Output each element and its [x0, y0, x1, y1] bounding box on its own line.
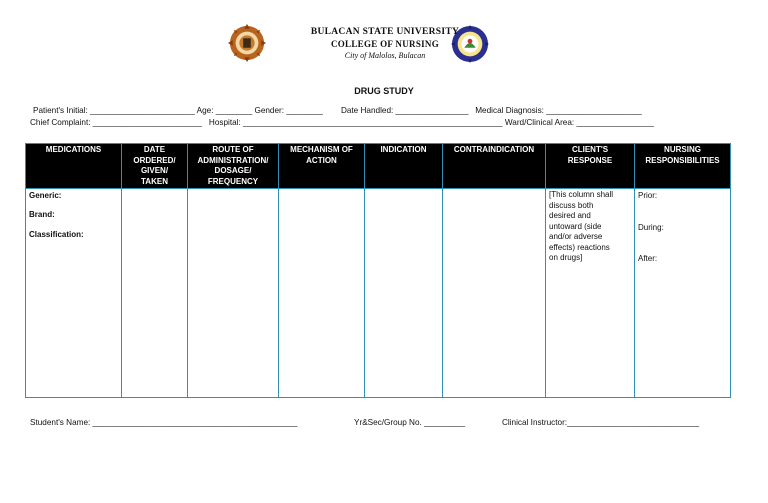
- header-route: ROUTE OF ADMINISTRATION/ DOSAGE/ FREQUENCY: [188, 144, 279, 189]
- yrsec-field: Yr&Sec/Group No. _________: [354, 418, 466, 427]
- client-response-cell: [546, 189, 635, 398]
- client-response-note: [This column shall discuss both desired and untoward (side and/or adverse effects) reactions on drugs]: [549, 190, 614, 262]
- nursing-cell: [635, 189, 731, 398]
- header-contraindication: CONTRAINDICATION: [443, 144, 546, 189]
- date-cell[interactable]: [122, 189, 188, 398]
- generic-label: Generic:: [29, 191, 62, 200]
- after-label: After:: [638, 254, 658, 263]
- header-medications: MEDICATIONS: [26, 144, 122, 189]
- complaint-info-row: Chief Complaint: ________________________ Hospital: _________________________________________________________ Ward/Clinical Area: _________________: [30, 118, 654, 127]
- city-name: City of Malolos, Bulacan: [344, 51, 426, 60]
- brand-label: Brand:: [29, 210, 55, 219]
- during-label: During:: [638, 222, 664, 232]
- mechanism-cell[interactable]: [279, 189, 365, 398]
- header-client-response: CLIENT'S RESPONSE: [546, 144, 635, 189]
- contraindication-cell[interactable]: [443, 189, 546, 398]
- clinical-instructor-field: Clinical Instructor:_____________________________: [502, 418, 700, 427]
- header-mechanism: MECHANISM OF ACTION: [279, 144, 365, 189]
- university-seal-icon: [228, 24, 266, 62]
- page-title: DRUG STUDY: [354, 86, 414, 96]
- table-header-row: [26, 144, 731, 189]
- prior-label: Prior:: [638, 191, 658, 200]
- drug-study-table: [25, 143, 731, 398]
- header-nursing-responsibilities: NURSING RESPONSIBILITIES: [635, 144, 731, 189]
- route-cell[interactable]: [188, 189, 279, 398]
- university-name: BULACAN STATE UNIVERSITY: [310, 27, 460, 37]
- student-name-field: Student's Name: _____________________________________________: [30, 418, 298, 427]
- classification-label: Classification:: [29, 230, 84, 239]
- table-row: [26, 189, 731, 398]
- patient-info-row: Patient's Initial: _______________________ Age: ________ Gender: ________ Date Handled: ________________ Medical Diagnosis: _____________________: [33, 106, 642, 115]
- header-date-ordered: DATE ORDERED/ GIVEN/ TAKEN: [122, 144, 188, 189]
- college-name: COLLEGE OF NURSING: [330, 39, 440, 49]
- medications-cell: [26, 189, 122, 398]
- indication-cell[interactable]: [365, 189, 443, 398]
- header-indication: INDICATION: [365, 144, 443, 189]
- university-header: [290, 26, 480, 62]
